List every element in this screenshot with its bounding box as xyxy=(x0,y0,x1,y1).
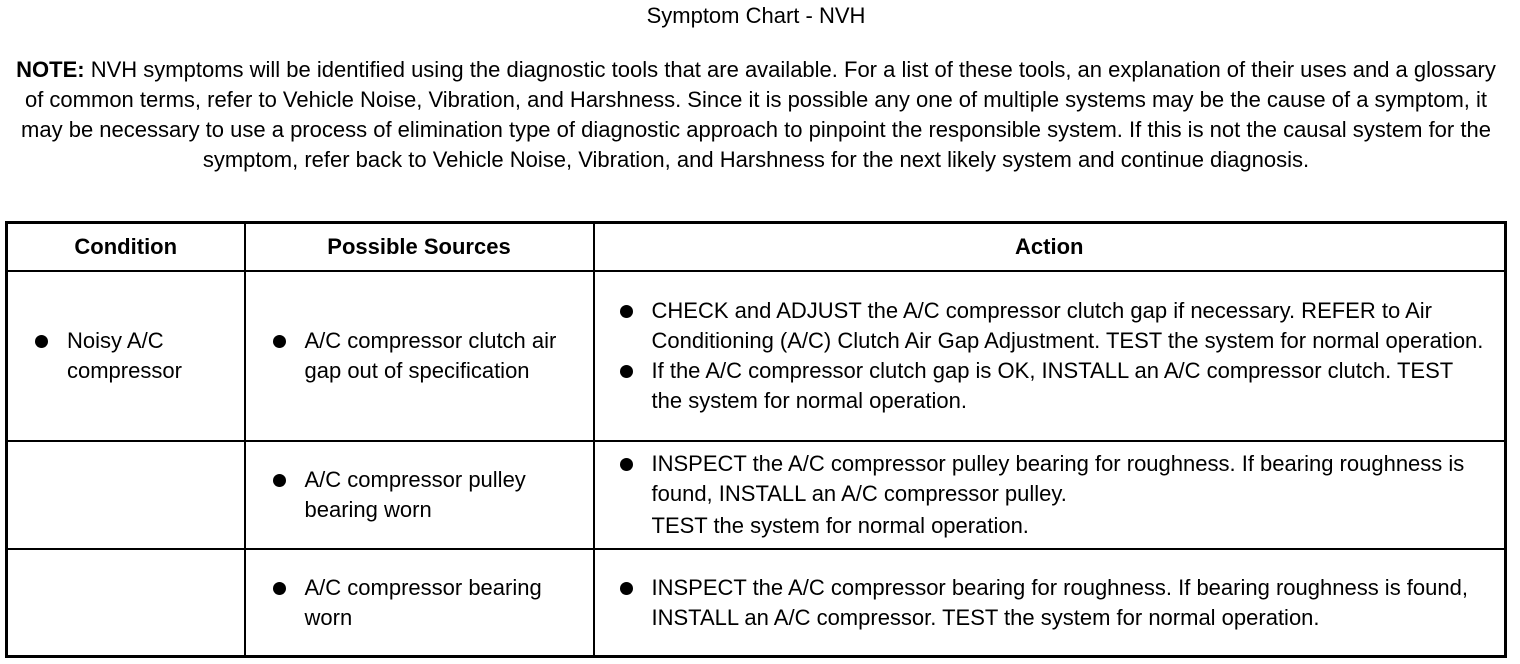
bullet-icon xyxy=(620,582,633,595)
header-action: Action xyxy=(594,223,1506,272)
condition-cell xyxy=(7,441,245,549)
action-text: INSPECT the A/C compressor bearing for roughness. If bearing roughness is found, INSTALL an A/C compressor. TEST the system for normal operation. xyxy=(651,574,1468,630)
action-cell xyxy=(594,441,1506,549)
list-item xyxy=(620,573,1485,633)
table-row xyxy=(7,549,1506,657)
bullet-icon xyxy=(620,365,633,378)
page-title: Symptom Chart - NVH xyxy=(646,3,866,28)
note-text: NVH symptoms will be identified using the diagnostic tools that are available. For a list of these tools, an explanation of their uses and a glossary of common terms, refer to Vehicle Noise, Vibration, and Harshness. Since it is possible any one of multiple systems may be the cause of a symptom, it may be necessary to use a process of elimination type of diagnostic approach to pinpoint the responsible system. If this is not the causal system for the symptom, refer back to Vehicle Noise, Vibration, and Harshness for the next likely system and continue diagnosis. xyxy=(21,57,1496,172)
list-item xyxy=(620,296,1485,356)
symptom-chart-table xyxy=(5,221,1507,658)
source-text: A/C compressor clutch air gap out of specification xyxy=(304,328,557,383)
bullet-icon xyxy=(35,335,48,348)
action-text: If the A/C compressor clutch gap is OK, INSTALL an A/C compressor clutch. TEST the system for normal operation. xyxy=(651,358,1453,413)
source-cell xyxy=(245,441,594,549)
condition-cell xyxy=(7,549,245,657)
list-item xyxy=(620,356,1485,416)
bullet-icon xyxy=(273,582,286,595)
table-header-row xyxy=(7,223,1506,272)
list-item xyxy=(273,465,593,525)
source-cell xyxy=(245,271,594,441)
header-possible-sources: Possible Sources xyxy=(245,223,594,272)
source-cell xyxy=(245,549,594,657)
action-extra-text: TEST the system for normal operation. xyxy=(651,513,1029,538)
source-text: A/C compressor pulley bearing worn xyxy=(304,467,526,522)
header-condition: Condition xyxy=(7,223,245,272)
source-text: A/C compressor bearing worn xyxy=(304,574,542,630)
condition-cell xyxy=(7,271,245,441)
action-text: CHECK and ADJUST the A/C compressor clutch gap if necessary. REFER to Air Conditioning (A/C) Clutch Air Gap Adjustment. TEST the system for normal operation. xyxy=(651,298,1484,353)
list-item xyxy=(273,326,593,386)
bullet-icon xyxy=(620,458,633,471)
list-item xyxy=(273,573,593,633)
condition-text: Noisy A/C compressor xyxy=(67,328,182,383)
bullet-icon xyxy=(273,335,286,348)
bullet-icon xyxy=(273,474,286,487)
table-row xyxy=(7,271,1506,441)
list-item xyxy=(620,449,1485,541)
action-cell xyxy=(594,271,1506,441)
note-label: NOTE: xyxy=(16,57,85,82)
list-item xyxy=(35,326,244,386)
action-text: INSPECT the A/C compressor pulley bearing for roughness. If bearing roughness is found, INSTALL an A/C compressor pulley. xyxy=(651,451,1465,506)
table-row xyxy=(7,441,1506,549)
bullet-icon xyxy=(620,305,633,318)
action-cell xyxy=(594,549,1506,657)
note-paragraph xyxy=(14,55,1498,175)
